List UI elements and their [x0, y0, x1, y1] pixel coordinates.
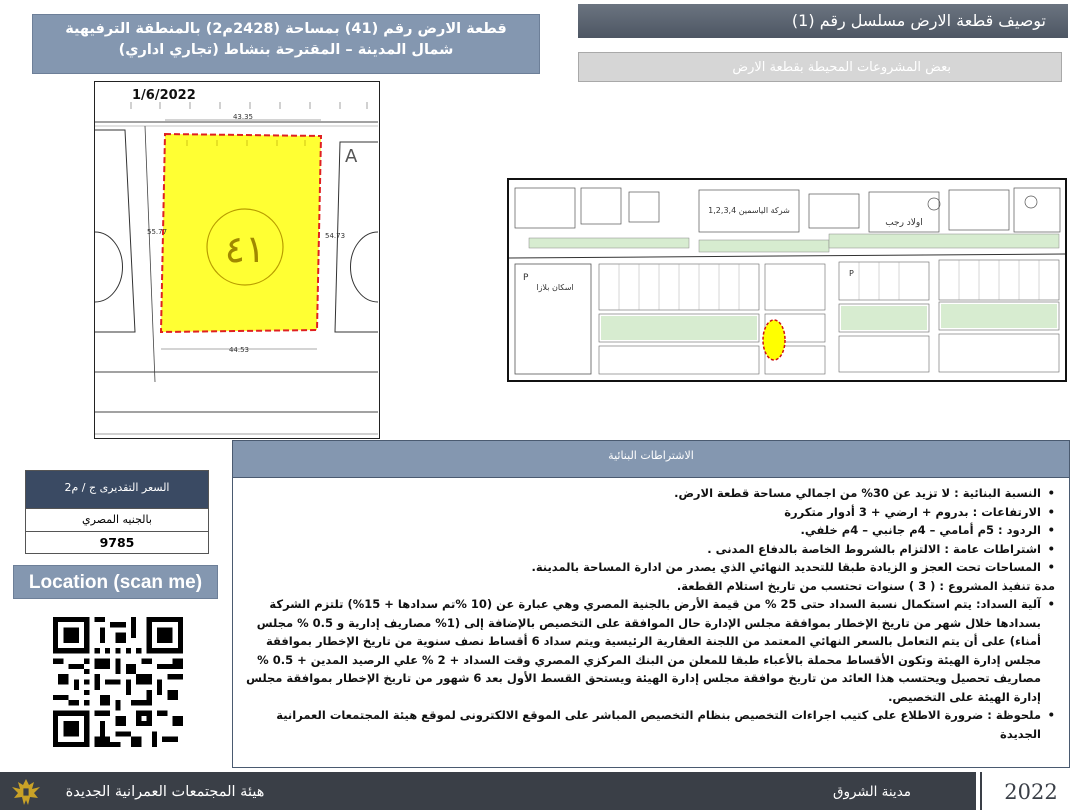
price-box: [25, 470, 209, 554]
conditions-list: [233, 478, 1069, 743]
footer-year: 2022: [980, 772, 1080, 810]
condition-item: • الارتفاعات : بدروم + ارضي + 3 أدوار متكررة: [245, 503, 1055, 522]
price-header: السعر التقديرى ج / م2: [26, 471, 208, 509]
condition-item: • اشتراطات عامة : الالتزام بالشروط الخاصة بالدفاع المدنى .: [245, 540, 1055, 559]
dimension-bottom: 44.53: [228, 346, 250, 354]
map-label-awlad-ragab: اولاد رجب: [885, 218, 923, 228]
condition-item: • النسبة البنائية : لا تزيد عن 30% من اجمالي مساحة قطعة الارض.: [245, 484, 1055, 503]
qr-code[interactable]: [53, 617, 183, 747]
dimension-right: 54.73: [325, 232, 346, 240]
price-value: 9785: [99, 535, 135, 550]
plot-drawing: [94, 81, 380, 439]
dimension-top: 43.35: [232, 113, 254, 121]
site-map: [507, 178, 1067, 382]
site-map-svg: [509, 180, 1065, 380]
location-label: Location (scan me): [13, 565, 218, 599]
condition-item: • ملحوظة : ضرورة الاطلاع على كتيب اجراءات التخصيص بنظام التخصيص المباشر على الموقع الالكترونى لموقع هيئة المجتمعات العمرانية الجديدة: [245, 706, 1055, 743]
map-label-p1: P: [523, 273, 529, 283]
map-label-plaza: اسكان بلازا: [536, 283, 574, 292]
plot-date: 1/6/2022: [132, 88, 196, 103]
plot-number: ٤١: [224, 227, 266, 271]
site-map-highlight: [763, 320, 785, 360]
price-unit: بالجنيه المصري: [26, 509, 208, 532]
dimension-left: 55.77: [147, 228, 168, 236]
map-label-yasmin: شركة الياسمين 1,2,3,4: [708, 206, 790, 215]
conditions-body: [232, 478, 1070, 768]
plot-title: قطعة الارض رقم (41) بمساحة (2428م2) بالمنطقة الترفيهية شمال المدينة – المقترحة بنشاط (تجاري اداري): [32, 14, 540, 74]
conditions-header: الاشتراطات البنائية: [232, 440, 1070, 478]
neighbor-label: A: [345, 146, 358, 167]
footer-city: مدينة الشروق: [832, 784, 912, 800]
condition-item: • آلية السداد: يتم استكمال نسبة السداد حتى 25 % من قيمة الأرض بالجنية المصري وهي عبارة عن (10 %تم سدادها + 15%) تلتزم الشركة بسدادها خلال شهر من تاريخ الإخطار بموافقة مجلس الإدارة حال الموافقة على التخصيص بالإضافة إلى (1% مصاريف إدارية و 0.5 % مجلس أمناء) على أن يتم التعامل بالسعر النهائي المعتمد من اللجنة العقارية الرئيسية ويتم سداد 6 أقساط نصف سنوية من تاريخ الإخطار بموافقة مجلس إدارة الهيئة وتكون الأقساط محملة بالأعباء طبقا للمعلن من البنك المركزي المصري وقت السداد + 2 % علي الرصيد المدين + 0.5 % مصاريف تحصيل ويحتسب هذا العائد من تاريخ موافقة مجلس إدارة الهيئة ويستحق القسط الأول بعد 6 شهور من تاريخ الإخطار بموافقة مجلس إدارة الهيئة على التخصيص.: [245, 595, 1055, 706]
condition-item: مدة تنفيذ المشروع : ( 3 ) سنوات تحتسب من تاريخ استلام القطعة.: [676, 578, 1055, 593]
qr-code-svg: [53, 617, 183, 747]
condition-item: • المساحات تحت العجز و الزيادة طبقا للتحديد النهائي الذي يصدر من ادارة المساحة بالمدينة.: [245, 558, 1055, 577]
condition-item: • الردود : 5م أمامي – 4م جانبي – 4م خلفي.: [245, 521, 1055, 540]
description-title: توصيف قطعة الارض مسلسل رقم (1): [578, 4, 1068, 38]
footer-organization: هيئة المجتمعات العمرانية الجديدة: [65, 784, 265, 800]
eagle-logo-icon: [4, 776, 48, 808]
map-label-p2: P: [849, 269, 854, 278]
surrounding-projects-label: بعض المشروعات المحيطة بقطعة الارض: [578, 52, 1062, 82]
plot-drawing-svg: [95, 82, 378, 437]
